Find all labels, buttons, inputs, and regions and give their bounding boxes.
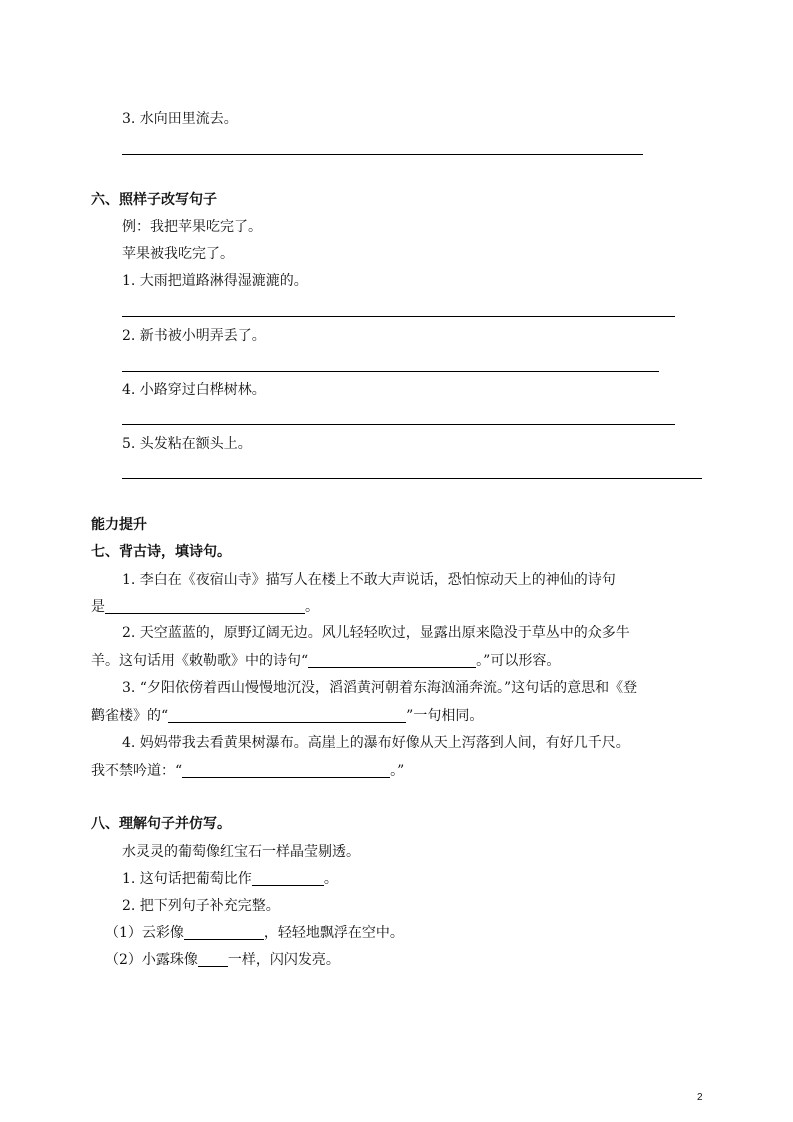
blank-s7-q4[interactable] <box>182 763 390 778</box>
s6-heading: 六、照样子改写句子 <box>91 192 217 208</box>
answer-line-s6-1[interactable] <box>122 316 675 317</box>
s7-q2-post: 。”可以形容。 <box>476 653 561 669</box>
s7-q4-line2 <box>91 762 404 780</box>
s8-sub1-pre: （1）云彩像 <box>105 925 184 941</box>
s6-item-5: 5. 头发粘在额头上。 <box>122 436 252 452</box>
s7-q1-post: 。 <box>305 599 319 615</box>
s6-item-2: 2. 新书被小明弄丢了。 <box>122 328 266 344</box>
s7-heading: 七、背古诗，填诗句。 <box>91 544 231 560</box>
s8-q2: 2. 把下列句子补充完整。 <box>122 898 280 914</box>
s7-q2-pre: 羊。这句话用《敕勒歌》中的诗句“ <box>91 653 309 669</box>
answer-line-s5-3[interactable] <box>122 154 643 155</box>
blank-s8-sub2[interactable] <box>198 952 228 967</box>
s7-q4-post: 。” <box>390 763 405 779</box>
s7-q4-line1: 4. 妈妈带我去看黄果树瀑布。高崖上的瀑布好像从天上泻落到人间，有好几千尺。 <box>122 735 630 751</box>
answer-line-s6-2[interactable] <box>122 371 659 372</box>
s7-q3-post: ”一句相同。 <box>406 708 484 724</box>
s6-item-1: 1. 大雨把道路淋得湿漉漉的。 <box>122 273 308 289</box>
s8-q1-pre: 1. 这句话把葡萄比作 <box>122 871 252 887</box>
s8-sentence: 水灵灵的葡萄像红宝石一样晶莹剔透。 <box>122 844 360 860</box>
s6-example-1: 例：我把苹果吃完了。 <box>122 219 262 235</box>
page-number: 2 <box>697 1092 703 1103</box>
s8-q1-post: 。 <box>323 871 338 887</box>
s6-example-2: 苹果被我吃完了。 <box>122 246 234 262</box>
s8-sub1-post: ，轻轻地飘浮在空中。 <box>263 925 404 941</box>
answer-line-s6-5[interactable] <box>122 478 702 479</box>
ability-heading: 能力提升 <box>91 517 147 533</box>
s7-q3-line2 <box>91 707 483 725</box>
s8-sub1 <box>105 924 404 942</box>
s7-q1-line1: 1. 李白在《夜宿山寺》描写人在楼上不敢大声说话，恐怕惊动天上的神仙的诗句 <box>122 572 616 588</box>
s7-q3-line1: 3. “夕阳依傍着西山慢慢地沉没，滔滔黄河朝着东海汹涌奔流。”这句话的意思和《登 <box>122 680 638 696</box>
s8-q1 <box>122 870 338 888</box>
s8-sub2-pre: （2）小露珠像 <box>105 952 198 968</box>
s5-item-3: 3. 水向田里流去。 <box>122 111 238 127</box>
blank-s7-q3[interactable] <box>168 708 406 723</box>
answer-line-s6-4[interactable] <box>122 424 675 425</box>
blank-s8-q1[interactable] <box>252 871 324 886</box>
blank-s7-q2[interactable] <box>308 653 476 668</box>
s7-q1-line2 <box>91 598 319 616</box>
blank-s8-sub1[interactable] <box>184 925 264 940</box>
s7-q4-pre: 我不禁吟道：“ <box>91 763 183 779</box>
s8-heading: 八、理解句子并仿写。 <box>91 816 231 832</box>
s6-item-4: 4. 小路穿过白桦树林。 <box>122 382 266 398</box>
s7-q2-line2 <box>91 652 560 670</box>
s7-q1-pre: 是 <box>91 599 105 615</box>
s7-q2-line1: 2. 天空蓝蓝的，原野辽阔无边。风儿轻轻吹过，显露出原来隐没于草丛中的众多牛 <box>122 625 630 641</box>
blank-s7-q1[interactable] <box>105 599 305 614</box>
s8-sub2-post: 一样，闪闪发亮。 <box>227 952 340 968</box>
s7-q3-pre: 鹳雀楼》的“ <box>91 708 169 724</box>
s8-sub2 <box>105 951 340 969</box>
